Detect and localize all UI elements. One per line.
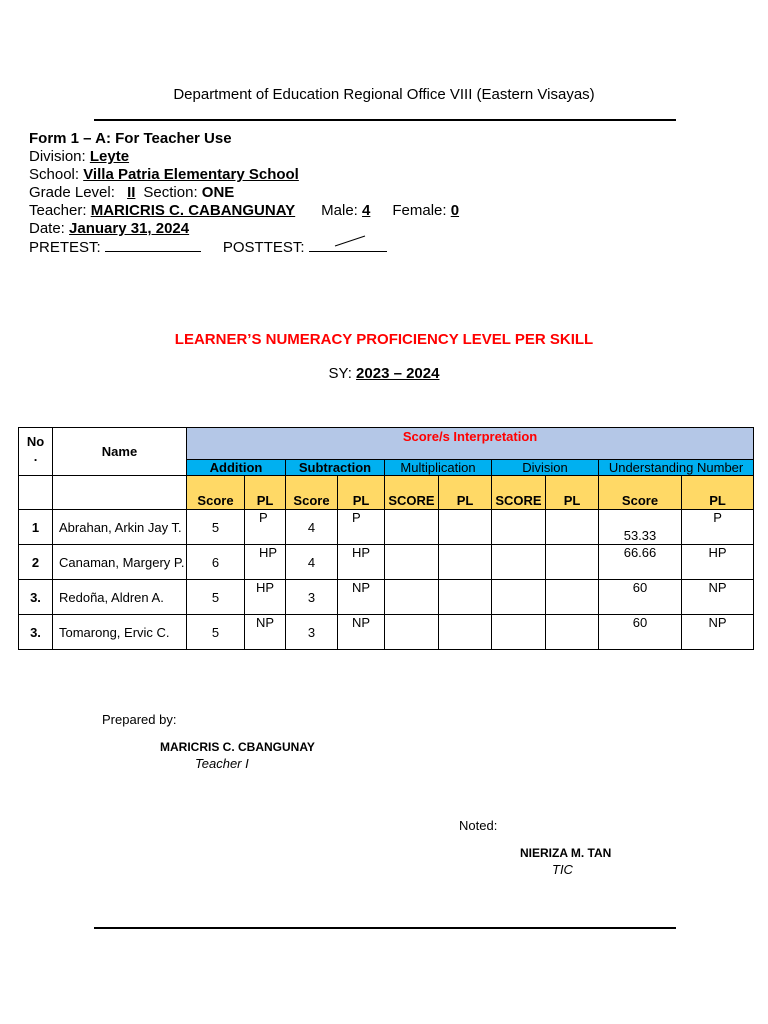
- subheader-un-score: Score: [599, 476, 682, 510]
- row-no: 3.: [19, 615, 53, 650]
- sub-score: 4: [286, 510, 338, 545]
- div-pl: [546, 580, 599, 615]
- div-score: [492, 510, 546, 545]
- table-row: [19, 615, 754, 650]
- teacher-label: Teacher:: [29, 202, 91, 219]
- posttest-blank: [309, 238, 387, 252]
- row-name: Canaman, Margery P.: [53, 545, 187, 580]
- row-no: 3.: [19, 580, 53, 615]
- subheader-add-pl: PL: [245, 476, 286, 510]
- male-value: 4: [362, 202, 371, 219]
- female-label: Female:: [392, 202, 451, 219]
- sub-pl: NP: [338, 615, 385, 650]
- sy-label: SY:: [328, 365, 357, 382]
- pretest-blank: [105, 238, 201, 252]
- div-pl: [546, 545, 599, 580]
- female-value: 0: [450, 202, 460, 219]
- prepared-by-label: Prepared by:: [102, 712, 177, 727]
- add-score: 5: [187, 510, 245, 545]
- row-no: 1: [19, 510, 53, 545]
- skill-header-multiplication: Multiplication: [385, 460, 492, 476]
- add-pl: NP: [245, 615, 286, 650]
- grade-line: [29, 184, 459, 202]
- school-year: [0, 365, 768, 382]
- add-score: 6: [187, 545, 245, 580]
- skill-header-subtraction: Subtraction: [286, 460, 385, 476]
- mul-score: [385, 580, 439, 615]
- name-header: Name: [53, 428, 187, 476]
- un-score: 60: [599, 580, 682, 615]
- un-pl: NP: [682, 615, 754, 650]
- noted-name: NIERIZA M. TAN: [520, 846, 612, 860]
- skill-header-addition: Addition: [187, 460, 286, 476]
- table-row: [19, 545, 754, 580]
- sub-pl: P: [338, 510, 385, 545]
- teacher-line: [29, 202, 459, 220]
- add-pl: HP: [245, 580, 286, 615]
- no-header-text: No: [26, 434, 45, 449]
- subheader-sub-score: Score: [286, 476, 338, 510]
- div-score: [492, 545, 546, 580]
- no-header-dot: .: [33, 449, 38, 464]
- school-line: [29, 166, 459, 184]
- sub-pl: NP: [338, 580, 385, 615]
- subheader-div-pl: PL: [546, 476, 599, 510]
- header-title: Department of Education Regional Office VIII (Eastern Visayas): [173, 86, 595, 103]
- mul-pl: [439, 580, 492, 615]
- grade-value: II: [127, 184, 136, 201]
- date-value: January 31, 2024: [69, 220, 190, 237]
- div-pl: [546, 615, 599, 650]
- test-line: [29, 238, 459, 256]
- footer-divider: [94, 927, 676, 929]
- teacher-value: MARICRIS C. CABANGUNAY: [90, 202, 296, 219]
- school-value: Villa Patria Elementary School: [83, 166, 299, 183]
- prepared-by-name: MARICRIS C. CBANGUNAY: [160, 740, 315, 754]
- date-label: Date:: [29, 220, 70, 237]
- subheader-un-pl: PL: [682, 476, 754, 510]
- row-name: Abrahan, Arkin Jay T.: [53, 510, 187, 545]
- form-title: Form 1 – A: For Teacher Use: [29, 130, 232, 147]
- sub-pl: HP: [338, 545, 385, 580]
- page-title: LEARNER’S NUMERACY PROFICIENCY LEVEL PER SKILL: [174, 331, 594, 348]
- grade-label: Grade Level:: [29, 184, 120, 201]
- section-value: ONE: [201, 184, 235, 201]
- skill-header-understanding-number: Understanding Number: [599, 460, 754, 476]
- row-no: 2: [19, 545, 53, 580]
- table-row: [19, 580, 754, 615]
- sub-score: 4: [286, 545, 338, 580]
- header-divider: [94, 119, 676, 121]
- row-name: Redoña, Aldren A.: [53, 580, 187, 615]
- subheader-div-score: SCORE: [492, 476, 546, 510]
- mul-score: [385, 545, 439, 580]
- mul-pl: [439, 510, 492, 545]
- subheader-mul-pl: PL: [439, 476, 492, 510]
- div-score: [492, 615, 546, 650]
- un-score: 66.66: [599, 545, 682, 580]
- prepared-by-position: Teacher I: [195, 756, 249, 771]
- mul-score: [385, 615, 439, 650]
- un-pl: NP: [682, 580, 754, 615]
- school-label: School:: [29, 166, 84, 183]
- no-header: [19, 428, 53, 476]
- posttest-label: POSTTEST:: [222, 239, 309, 256]
- checkmark-slash-icon: [309, 234, 387, 250]
- date-line: [29, 220, 459, 238]
- table-row: [19, 510, 754, 545]
- blank-no-sub: [19, 476, 53, 510]
- un-score: 60: [599, 615, 682, 650]
- sub-score: 3: [286, 580, 338, 615]
- mul-score: [385, 510, 439, 545]
- div-pl: [546, 510, 599, 545]
- subheader-sub-pl: PL: [338, 476, 385, 510]
- pretest-label: PRETEST:: [29, 239, 105, 256]
- add-score: 5: [187, 615, 245, 650]
- div-score: [492, 580, 546, 615]
- skill-header-division: Division: [492, 460, 599, 476]
- division-line: [29, 148, 459, 166]
- un-score: 53.33: [599, 510, 682, 545]
- subheader-mul-score: SCORE: [385, 476, 439, 510]
- noted-position: TIC: [552, 862, 573, 877]
- un-pl: P: [682, 510, 754, 545]
- row-name: Tomarong, Ervic C.: [53, 615, 187, 650]
- proficiency-table: [18, 427, 754, 650]
- group-header: Score/s Interpretation: [187, 428, 754, 460]
- un-pl: HP: [682, 545, 754, 580]
- division-value: Leyte: [89, 148, 130, 165]
- division-label: Division:: [29, 148, 90, 165]
- noted-label: Noted:: [459, 818, 498, 833]
- add-score: 5: [187, 580, 245, 615]
- mul-pl: [439, 545, 492, 580]
- sub-score: 3: [286, 615, 338, 650]
- add-pl: P: [245, 510, 286, 545]
- add-pl: HP: [245, 545, 286, 580]
- blank-name-sub: [53, 476, 187, 510]
- sy-value: 2023 – 2024: [356, 365, 440, 382]
- mul-pl: [439, 615, 492, 650]
- form-info: [29, 130, 459, 256]
- male-label: Male:: [321, 202, 363, 219]
- subheader-add-score: Score: [187, 476, 245, 510]
- section-label: Section:: [143, 184, 202, 201]
